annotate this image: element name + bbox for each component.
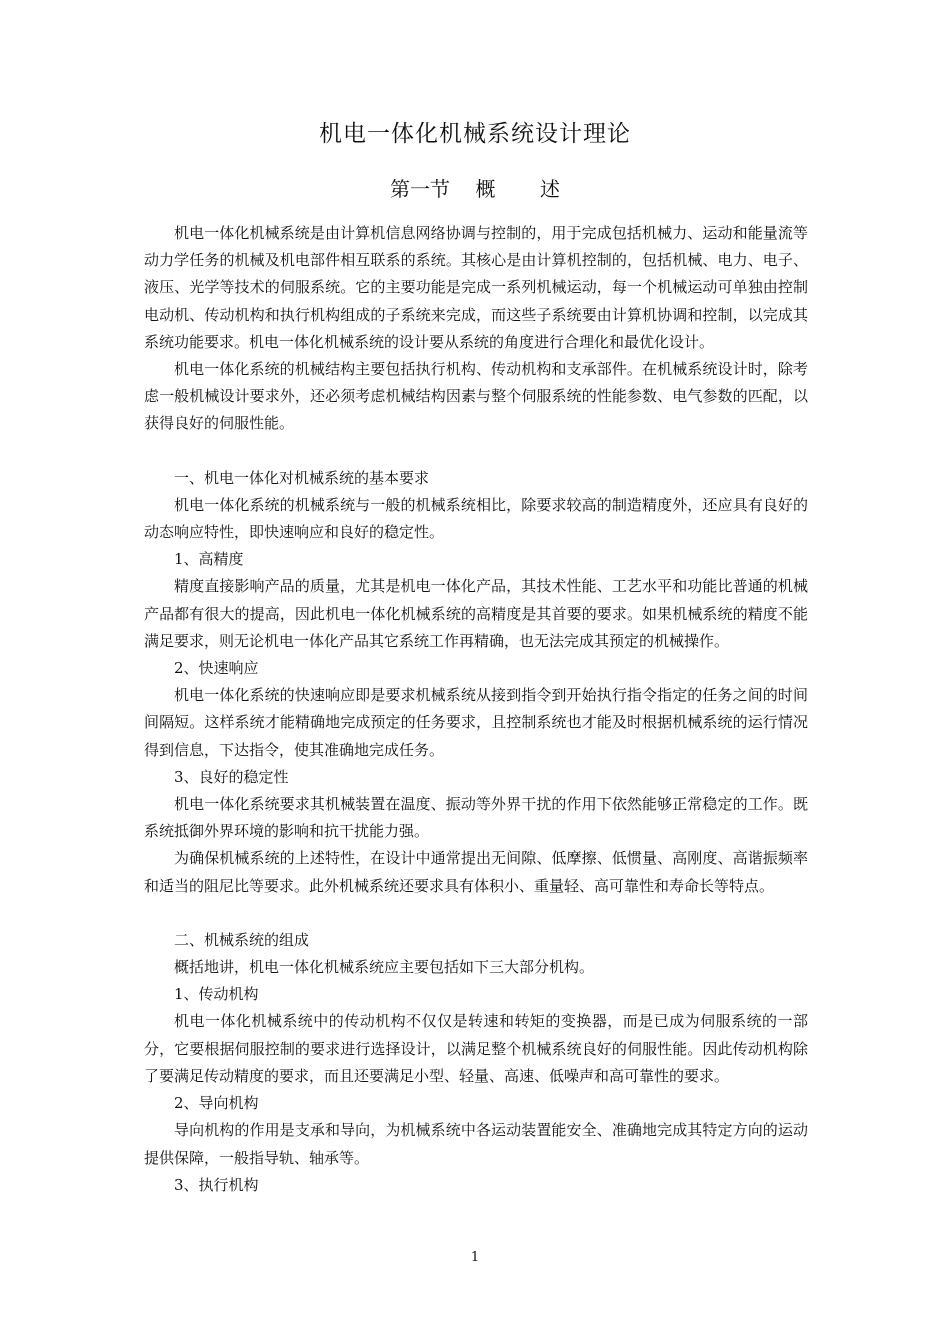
intro-paragraph-2: 机电一体化系统的机械结构主要包括执行机构、传动机构和支承部件。在机械系统设计时，除考虑一般机械设计要求外，还必须考虑机械结构因素与整个伺服系统的性能参数、电气参数的匹配，以获得良好的伺服性能。 bbox=[144, 360, 808, 433]
part2-item1-title: 1、传动机构 bbox=[174, 985, 259, 1004]
document-title: 机电一体化机械系统设计理论 bbox=[319, 121, 631, 147]
paragraph-gap bbox=[144, 900, 808, 927]
part1-item3-title: 3、良好的稳定性 bbox=[174, 767, 289, 786]
part1-heading: 一、机电一体化对机械系统的基本要求 bbox=[174, 468, 430, 487]
part1-summary: 为确保机械系统的上述特性，在设计中通常提出无间隙、低摩擦、低惯量、高刚度、高谐振频率和适当的阻尼比等要求。此外机械系统还要求具有体积小、重量轻、高可靠性和寿命长等特点。 bbox=[144, 849, 808, 895]
part1-intro: 机电一体化系统的机械系统与一般的机械系统相比，除要求较高的制造精度外，还应具有良好的动态响应特性，即快速响应和良好的稳定性。 bbox=[144, 495, 808, 542]
part2-item3-title: 3、执行机构 bbox=[174, 1175, 259, 1194]
part1-item2-text: 机电一体化系统的快速响应即是要求机械系统从接到指令到开始执行指令指定的任务之间的时间间隔短。这样系统才能精确地完成预定的任务要求，且控制系统也才能及时根据机械系统的运行情况得到信息，下达指令，使其准确地完成任务。 bbox=[144, 686, 808, 759]
page-number: 1 bbox=[470, 1250, 480, 1265]
part2-heading: 二、机械系统的组成 bbox=[174, 930, 310, 949]
part2-item2-text: 导向机构的作用是支承和导向，为机械系统中各运动装置能安全、准确地完成其特定方向的运动提供保障，一般指导轨、轴承等。 bbox=[144, 1121, 808, 1167]
part2-item2-title: 2、导向机构 bbox=[174, 1094, 259, 1113]
intro-paragraph-1: 机电一体化机械系统是由计算机信息网络协调与控制的，用于完成包括机械力、运动和能量流等动力学任务的机械及机电部件相互联系的系统。其核心是由计算机控制的，包括机械、电力、电子、液压、光学等技术的伺服系统。它的主要功能是完成一系列机械运动，每一个机械运动可单独由控制电动机、传动机构和执行机构组成的子系统来完成，而这些子系统要由计算机协调和控制，以完成其系统功能要求。机电一体化机械系统的设计要从系统的角度进行合理化和最优化设计。 bbox=[144, 224, 808, 351]
part2-intro: 概括地讲，机电一体化机械系统应主要包括如下三大部分机构。 bbox=[174, 958, 595, 977]
section-title: 第一节 概 述 bbox=[390, 177, 560, 201]
part1-item1-title: 1、高精度 bbox=[174, 550, 244, 569]
paragraph-gap bbox=[144, 438, 808, 465]
part1-item2-title: 2、快速响应 bbox=[174, 659, 259, 678]
part1-item1-text: 精度直接影响产品的质量，尤其是机电一体化产品，其技术性能、工艺水平和功能比普通的机械产品都有很大的提高，因此机电一体化机械系统的高精度是其首要的要求。如果机械系统的精度不能满足要求，则无论机电一体化产品其它系统工作再精确，也无法完成其预定的机械操作。 bbox=[144, 577, 808, 650]
part2-item1-text: 机电一体化机械系统中的传动机构不仅仅是转速和转矩的变换器，而是已成为伺服系统的一部分，它要根据伺服控制的要求进行选择设计，以满足整个机械系统良好的伺服性能。因此传动机构除了要满足传动精度的要求，而且还要满足小型、轻量、高速、低噪声和高可靠性的要求。 bbox=[144, 1012, 808, 1085]
document-body bbox=[144, 220, 808, 1199]
part1-item3-text: 机电一体化系统要求其机械装置在温度、振动等外界干扰的作用下依然能够正常稳定的工作。既系统抵御外界环境的影响和抗干扰能力强。 bbox=[144, 795, 808, 841]
